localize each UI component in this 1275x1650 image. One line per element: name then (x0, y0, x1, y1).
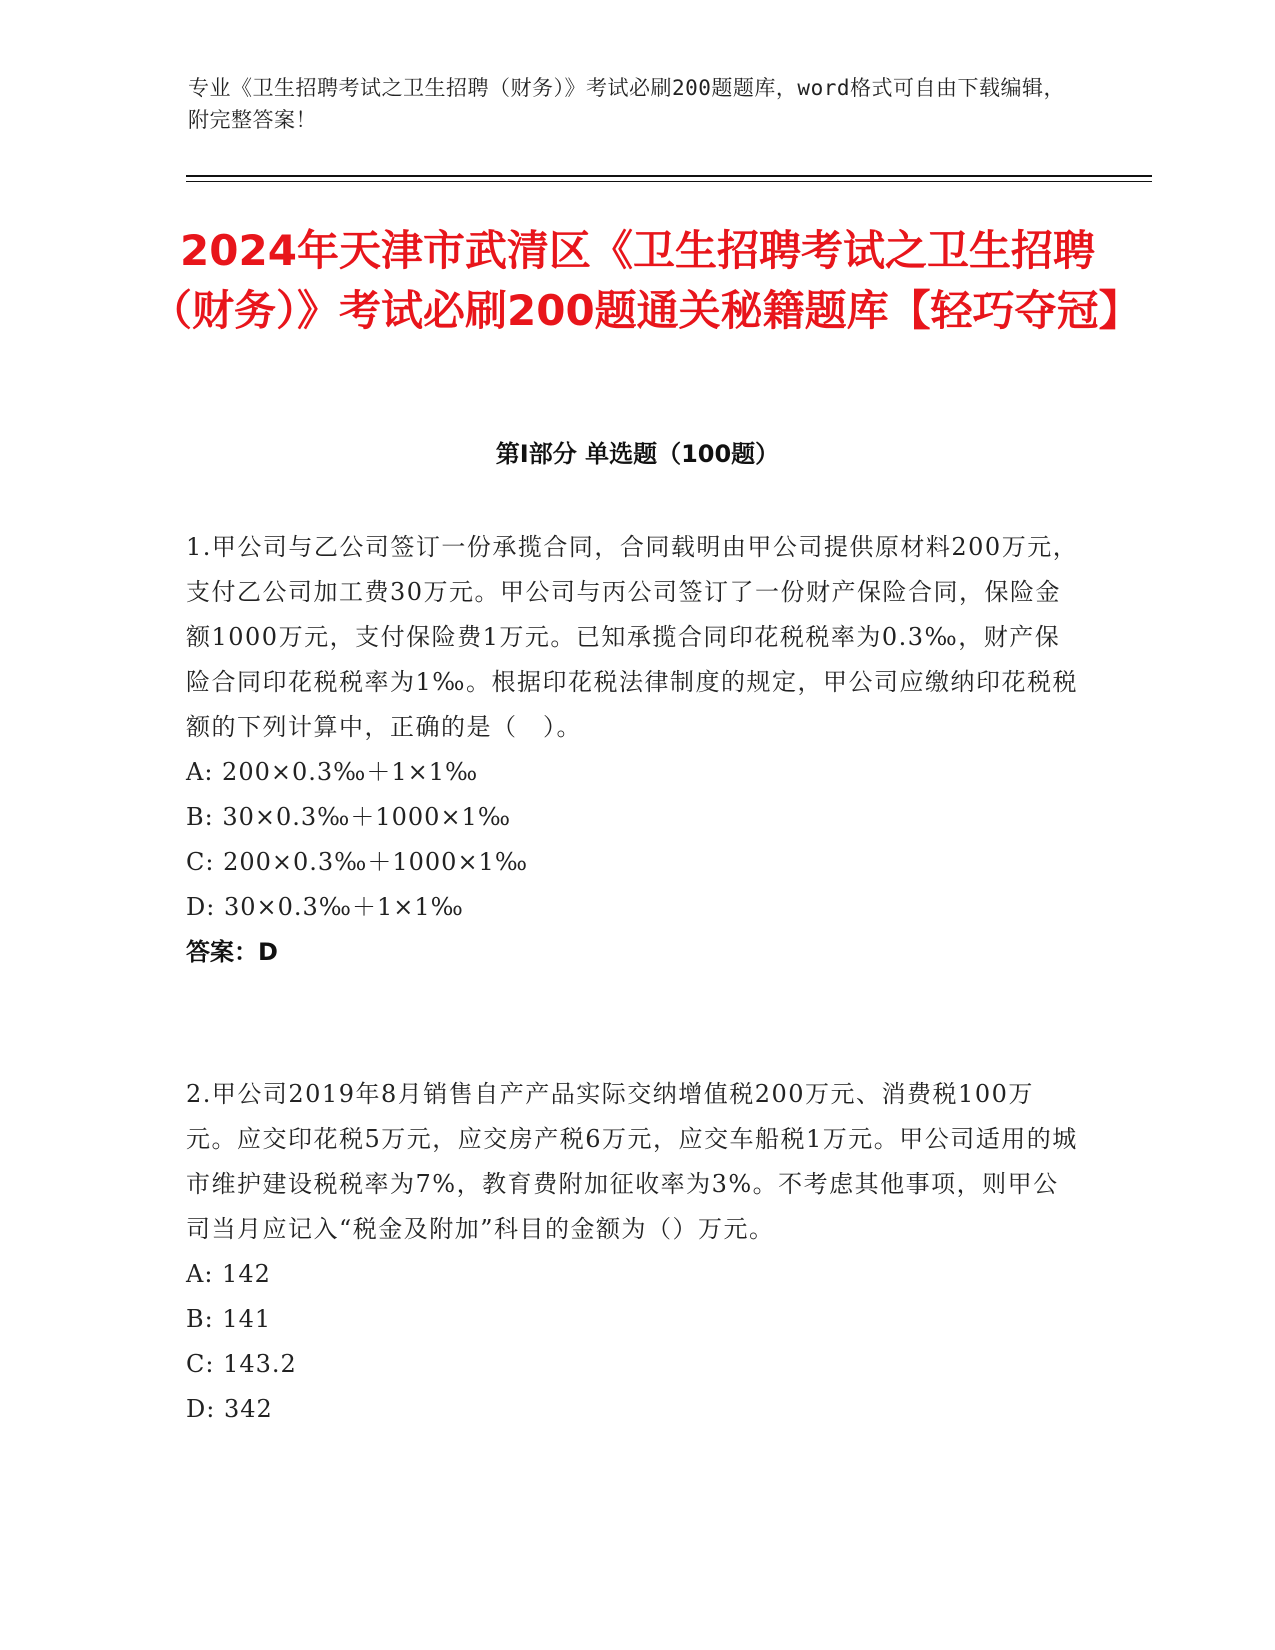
option-b: B: 141 (186, 1305, 272, 1333)
answer: 答案：D (186, 938, 278, 966)
option-d: D: 342 (186, 1395, 273, 1423)
option-c: C: 200×0.3‰＋1000×1‰ (186, 848, 529, 876)
question-stem: 2.甲公司2019年8月销售自产产品实际交纳增值税200万元、消费税100万元。应交印花税5万元，应交房产税6万元，应交车船税1万元。甲公司适用的城市维护建设税税率为7%，教育费附加征收率为3%。不考虑其他事项，则甲公司当月应记入“税金及附加”科目的金额为（）万元。 (186, 1080, 1078, 1243)
option-d: D: 30×0.3‰＋1×1‰ (186, 893, 464, 921)
header-note: 专业《卫生招聘考试之卫生招聘（财务）》考试必刷200题题库，word格式可自由下载编辑，附完整答案！ (188, 76, 1065, 132)
question-stem: 1.甲公司与乙公司签订一份承揽合同，合同载明由甲公司提供原材料200万元，支付乙公司加工费30万元。甲公司与丙公司签订了一份财产保险合同，保险金额1000万元，支付保险费1万元。已知承揽合同印花税税率为0.3‰，财产保险合同印花税税率为1‰。根据印花税法律制度的规定，甲公司应缴纳印花税税额的下列计算中，正确的是（ ）。 (186, 533, 1079, 741)
question-1 (186, 525, 1081, 975)
section-title: 第I部分 单选题（100题） (495, 440, 780, 468)
header-divider-thin (186, 181, 1152, 182)
option-a: A: 200×0.3‰＋1×1‰ (186, 758, 479, 786)
question-2 (186, 1072, 1081, 1432)
option-b: B: 30×0.3‰＋1000×1‰ (186, 803, 512, 831)
option-a: A: 142 (186, 1260, 271, 1288)
header-divider-thick (186, 175, 1152, 177)
document-title: 2024年天津市武清区《卫生招聘考试之卫生招聘（财务）》考试必刷200题通关秘籍题库【轻巧夺冠】 (150, 226, 1141, 335)
option-c: C: 143.2 (186, 1350, 297, 1378)
